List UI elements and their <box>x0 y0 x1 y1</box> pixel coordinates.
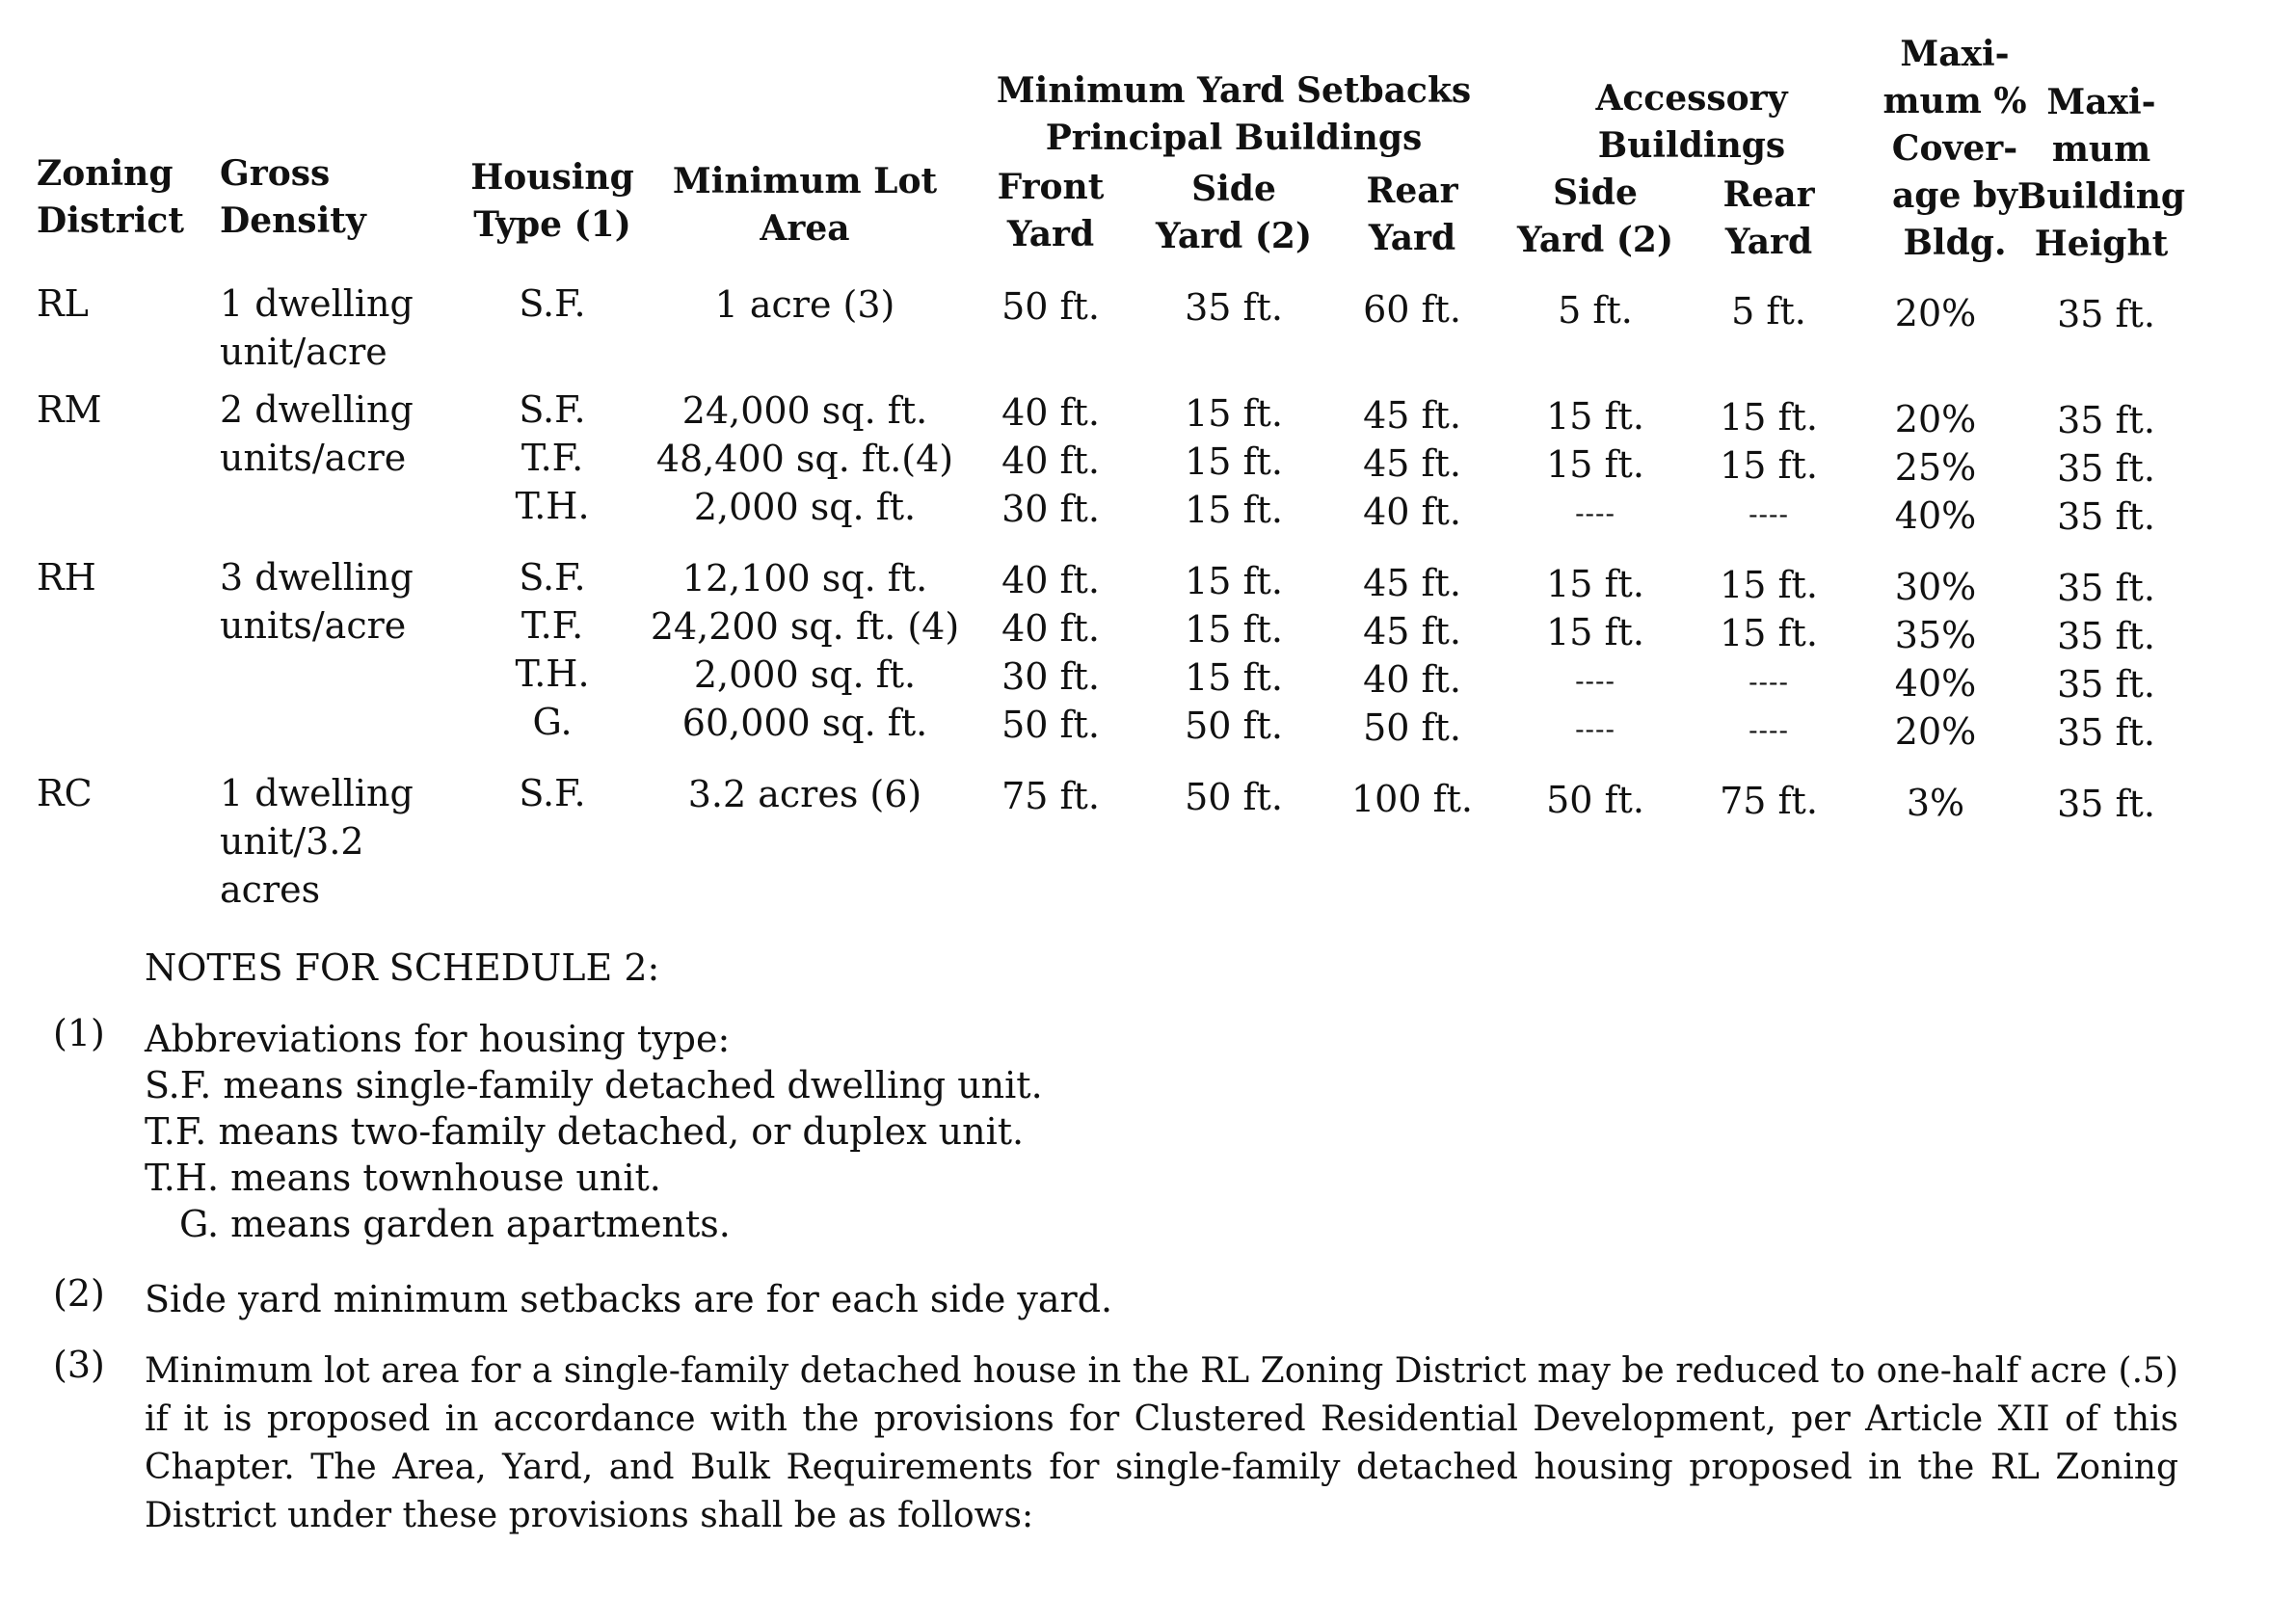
lot-area-cell: 60,000 sq. ft. <box>681 702 928 744</box>
acc-side-yard-cell: 15 ft. <box>1546 395 1644 438</box>
acc-side-yard-cell: 50 ft. <box>1546 779 1644 821</box>
acc-rear-yard-cell: 75 ft. <box>1720 780 1818 822</box>
header-max-coverage: Maxi- mum % Cover- age by Bldg. <box>1882 34 2027 263</box>
header-front-yard: Front Yard <box>997 167 1105 254</box>
height-cell: 35 ft. <box>2057 293 2155 335</box>
district-density <box>220 386 414 482</box>
housing-type-cell: T.F. <box>521 437 584 479</box>
density-line: unit/acre <box>220 331 387 373</box>
lot-area-cell: 1 acre (3) <box>714 283 895 326</box>
lot-area-cell: 2,000 sq. ft. <box>693 653 917 696</box>
housing-type-cell: S.F. <box>519 388 586 431</box>
acc-side-yard-cell: 15 ft. <box>1546 611 1644 653</box>
coverage-cell: 25% <box>1894 446 1977 489</box>
acc-rear-yard-cell: 15 ft. <box>1720 396 1818 439</box>
district-code: RC <box>37 772 93 814</box>
front-yard-cell: 30 ft. <box>1001 488 1100 530</box>
acc-rear-yard-cell: 15 ft. <box>1720 444 1818 487</box>
rear-yard-cell: 40 ft. <box>1363 491 1461 533</box>
note-1-line: S.F. means single-family detached dwelling unit. <box>145 1064 1043 1106</box>
coverage-cell: 20% <box>1894 292 1977 334</box>
acc-rear-yard-cell: 5 ft. <box>1731 290 1806 333</box>
housing-type-cell: T.F. <box>521 604 584 647</box>
density-line: 1 dwelling <box>220 772 414 814</box>
housing-type-cell: S.F. <box>519 556 586 599</box>
housing-type-cell: T.H. <box>515 653 590 695</box>
header-acc-rear-yard: Rear Yard <box>1722 174 1815 262</box>
height-cell: 35 ft. <box>2057 447 2155 490</box>
district-code: RH <box>37 556 96 599</box>
note-1-line: T.F. means two-family detached, or duplex unit. <box>145 1110 1025 1153</box>
acc-side-yard-cell: ---- <box>1575 497 1615 529</box>
density-line: 3 dwelling <box>220 556 414 599</box>
header-zoning-district: Zoning District <box>37 153 184 241</box>
rear-yard-cell: 50 ft. <box>1363 706 1461 749</box>
note-1-line: G. means garden apartments. <box>179 1203 731 1245</box>
front-yard-cell: 40 ft. <box>1001 607 1100 650</box>
height-cell: 35 ft. <box>2057 399 2155 441</box>
lot-area-cell: 24,000 sq. ft. <box>681 389 928 432</box>
front-yard-cell: 40 ft. <box>1001 559 1100 601</box>
housing-type-cell: G. <box>532 701 573 743</box>
front-yard-cell: 30 ft. <box>1001 655 1100 698</box>
note-1-line: T.H. means townhouse unit. <box>145 1157 661 1199</box>
lot-area-cell: 2,000 sq. ft. <box>693 486 917 528</box>
side-yard-cell: 35 ft. <box>1185 286 1283 329</box>
coverage-cell: 40% <box>1894 494 1977 537</box>
height-cell: 35 ft. <box>2057 567 2155 609</box>
lot-area-cell: 12,100 sq. ft. <box>681 557 928 599</box>
header-acc-side-yard: Side Yard (2) <box>1516 173 1674 260</box>
front-yard-cell: 40 ft. <box>1001 391 1100 434</box>
density-line: unit/3.2 <box>220 820 364 863</box>
header-side-yard: Side Yard (2) <box>1155 169 1313 256</box>
acc-side-yard-cell: 15 ft. <box>1546 443 1644 486</box>
lot-area-cell: 24,200 sq. ft. (4) <box>650 605 960 648</box>
acc-rear-yard-cell: ---- <box>1749 666 1789 698</box>
coverage-cell: 3% <box>1906 782 1965 824</box>
district-density <box>220 769 414 914</box>
note-2-marker: (2) <box>53 1272 105 1315</box>
coverage-cell: 30% <box>1894 566 1977 608</box>
height-cell: 35 ft. <box>2057 615 2155 657</box>
note-3-marker: (3) <box>53 1344 105 1386</box>
header-min-lot-area: Minimum Lot Area <box>672 161 938 249</box>
acc-side-yard-cell: 15 ft. <box>1546 563 1644 605</box>
acc-rear-yard-cell: ---- <box>1749 714 1789 746</box>
density-line: 2 dwelling <box>220 388 414 431</box>
front-yard-cell: 50 ft. <box>1001 704 1100 746</box>
side-yard-cell: 50 ft. <box>1185 705 1283 747</box>
acc-rear-yard-cell: 15 ft. <box>1720 564 1818 606</box>
front-yard-cell: 75 ft. <box>1001 775 1100 817</box>
lot-area-cell: 48,400 sq. ft.(4) <box>655 438 954 480</box>
acc-side-yard-cell: 5 ft. <box>1558 289 1633 332</box>
side-yard-cell: 50 ft. <box>1185 776 1283 818</box>
density-line: units/acre <box>220 437 407 479</box>
district-density <box>220 553 414 650</box>
height-cell: 35 ft. <box>2057 783 2155 825</box>
height-cell: 35 ft. <box>2057 663 2155 706</box>
rear-yard-cell: 60 ft. <box>1363 288 1461 331</box>
side-yard-cell: 15 ft. <box>1185 608 1283 651</box>
coverage-cell: 20% <box>1894 710 1977 753</box>
rear-yard-cell: 45 ft. <box>1363 394 1461 437</box>
rear-yard-cell: 45 ft. <box>1363 562 1461 604</box>
rear-yard-cell: 45 ft. <box>1363 442 1461 485</box>
note-2-body: Side yard minimum setbacks are for each side yard. <box>145 1278 1113 1320</box>
front-yard-cell: 40 ft. <box>1001 439 1100 482</box>
note-1-marker: (1) <box>53 1012 105 1054</box>
side-yard-cell: 15 ft. <box>1185 440 1283 483</box>
side-yard-cell: 15 ft. <box>1185 656 1283 699</box>
height-cell: 35 ft. <box>2057 711 2155 754</box>
coverage-cell: 40% <box>1894 662 1977 705</box>
density-line: acres <box>220 868 321 911</box>
header-accessory-group: Accessory Buildings <box>1595 78 1788 166</box>
acc-side-yard-cell: ---- <box>1575 713 1615 745</box>
district-code: RM <box>37 388 102 431</box>
header-gross-density: Gross Density <box>220 153 366 241</box>
header-housing-type: Housing Type (1) <box>470 157 634 245</box>
acc-rear-yard-cell: ---- <box>1749 498 1789 530</box>
density-line: units/acre <box>220 604 407 647</box>
front-yard-cell: 50 ft. <box>1001 285 1100 328</box>
side-yard-cell: 15 ft. <box>1185 560 1283 602</box>
acc-side-yard-cell: ---- <box>1575 665 1615 697</box>
lot-area-cell: 3.2 acres (6) <box>687 773 922 815</box>
housing-type-cell: T.H. <box>515 485 590 527</box>
density-line: 1 dwelling <box>220 282 414 325</box>
district-code: RL <box>37 282 89 325</box>
coverage-cell: 20% <box>1894 398 1977 440</box>
header-max-height: Maxi- mum Building Height <box>2016 82 2186 264</box>
header-yard-setbacks-group: Minimum Yard Setbacks Principal Buildings <box>996 70 1472 158</box>
notes-title: NOTES FOR SCHEDULE 2: <box>145 946 660 989</box>
housing-type-cell: S.F. <box>519 772 586 814</box>
header-rear-yard: Rear Yard <box>1366 171 1458 258</box>
coverage-cell: 35% <box>1894 614 1977 656</box>
district-density <box>220 280 414 376</box>
note-1-body <box>145 1016 1043 1247</box>
note-1-line: Abbreviations for housing type: <box>145 1018 731 1060</box>
note-3-body: Minimum lot area for a single-family detached house in the RL Zoning District may be reduced to one-half acre (.5) if it is proposed in accordance with the provisions for Clustered Residential Development, per Article XII of this Chapter. The Area, Yard, and Bulk Requirements for single-family detached housing proposed in the RL Zoning District under these provisions shall be as follows: <box>145 1351 2178 1535</box>
rear-yard-cell: 40 ft. <box>1363 658 1461 701</box>
side-yard-cell: 15 ft. <box>1185 489 1283 531</box>
rear-yard-cell: 100 ft. <box>1350 778 1474 820</box>
acc-rear-yard-cell: 15 ft. <box>1720 612 1818 654</box>
side-yard-cell: 15 ft. <box>1185 392 1283 435</box>
housing-type-cell: S.F. <box>519 282 586 325</box>
height-cell: 35 ft. <box>2057 495 2155 538</box>
rear-yard-cell: 45 ft. <box>1363 610 1461 653</box>
